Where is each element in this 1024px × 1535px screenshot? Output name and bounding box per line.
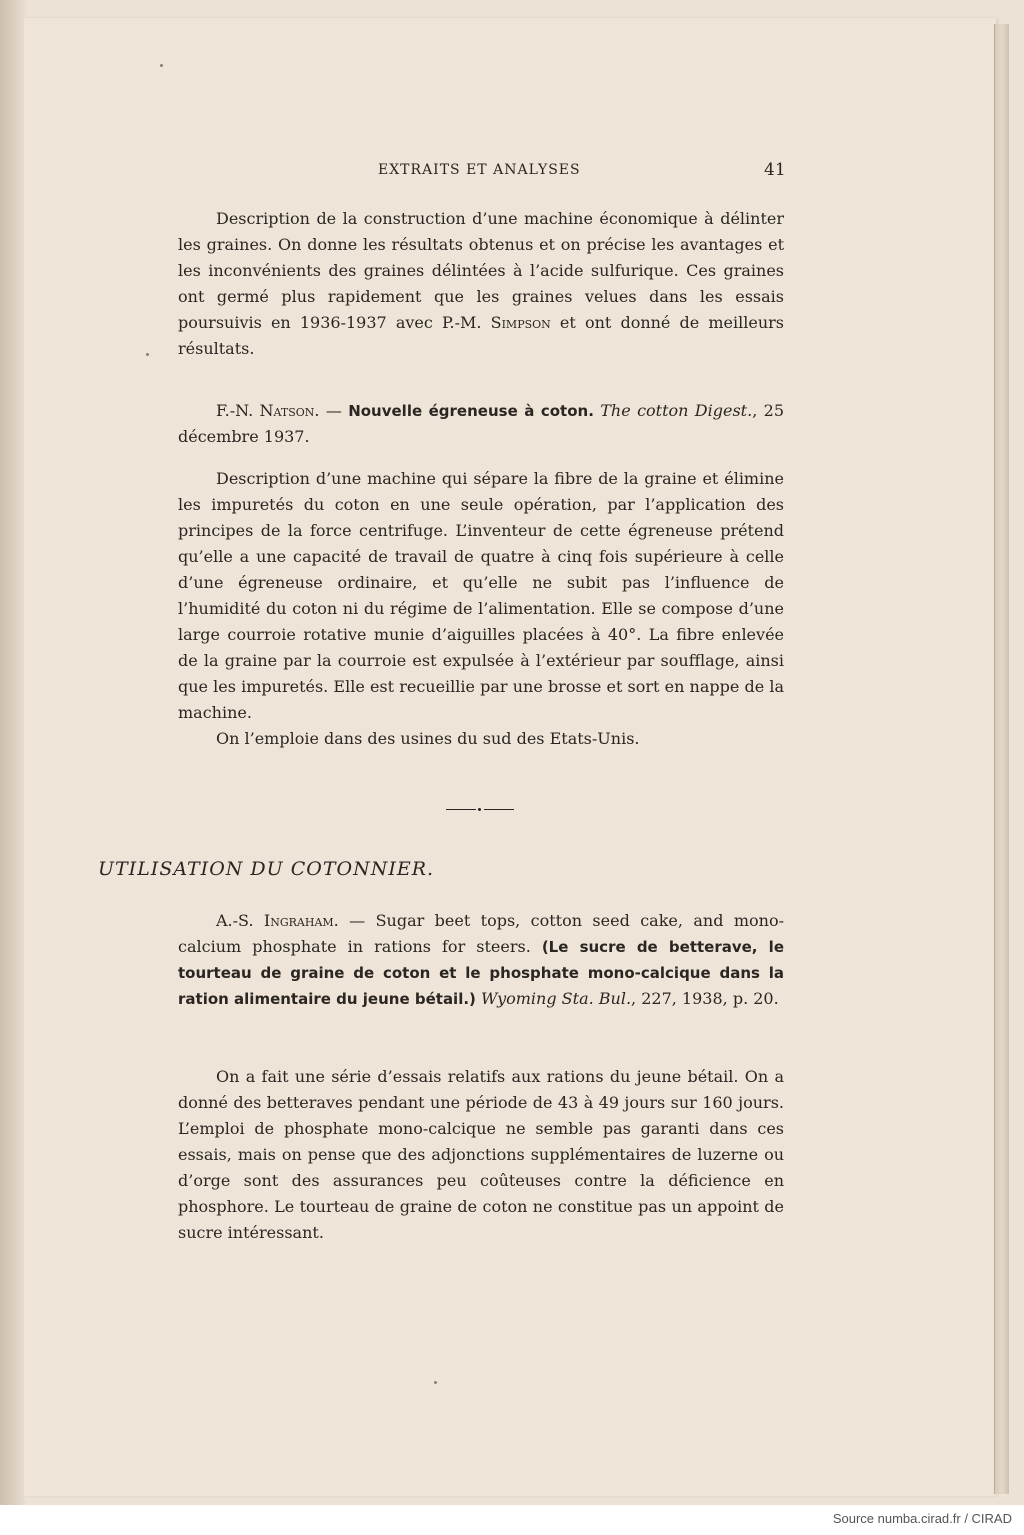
running-head: EXTRAITS ET ANALYSES — [378, 162, 581, 178]
entry-2-abstract — [178, 466, 784, 752]
paper-speck — [146, 353, 149, 356]
separator-line-left — [446, 809, 476, 810]
entry-2-source: The cotton Digest. — [593, 401, 753, 420]
source-credit: Source numba.cirad.fr / CIRAD — [832, 1511, 1012, 1526]
entry-3-original-title: Sugar beet tops, cotton seed cake, and mono-calcium phosphate in rations for steers. — [178, 911, 784, 956]
separator-line-right — [484, 809, 514, 810]
entry-3-body: On a fait une série d’essais relatifs aux rations du jeune bétail. On a donné des betteraves pendant une période de 43 à 49 jours sur 160 jours. L’emploi de phosphate mono-calcique ne semble pas garanti dans ces essais, mais on pense que des adjonctions supplémentaires de luzerne ou d’orge sont des assurances peu coûteuses contre la déficience en phosphore. Le tourteau de graine de coton ne constitue pas un appoint de sucre intéressant. — [178, 1067, 784, 1242]
entry-3-translated-title: (Le sucre de betterave, le tourteau de graine de coton et le phosphate mono-calcique dans la ration alimentaire du jeune bétail.) — [178, 938, 784, 1008]
entry-3-source: Wyoming Sta. Bul. — [475, 989, 632, 1008]
entry-3-dash: — — [338, 911, 376, 930]
entry-2-citation — [178, 398, 784, 450]
entry-2-body: Description d’une machine qui sépare la fibre de la graine et élimine les impuretés du coton en une seule opération, par l’application des principes de la force centrifuge. L’inventeur de cette égreneuse prétend qu’elle a une capacité de travail de quatre à cinq fois supérieure à celle d’une égreneuse ordinaire, et qu’elle ne subit pas l’influence de l’humidité du coton ni du régime de l’alimentation. Elle se compose d’une large courroie rotative munie d’aiguilles placées à 40°. La fibre enlevée de la graine par la courroie est expulsée à l’extérieur par soufflage, ainsi que les impuretés. Elle est recueillie par une brosse et sort en nappe de la machine. — [178, 469, 784, 722]
entry-3-citation — [178, 908, 784, 1012]
entry-3-ref: , 227, 1938, p. 20. — [631, 989, 779, 1008]
entry-1-text-b: et ont donné de meilleurs résultats. — [178, 313, 785, 358]
entry-2-author: F.-N. Natson. — [216, 401, 320, 420]
entry-1-text-a: Description de la construction d’une machine économique à délinter les graines. On donne les résultats obtenus et on précise les avantages et les inconvénients des graines délintées à l’acide sulfurique. Ces graines ont germé plus rapidement que les graines velues dans les essais poursuivis en 1936-1937 avec — [178, 209, 784, 332]
section-separator — [446, 806, 514, 812]
entry-1-abstract — [178, 206, 784, 362]
entry-2-note: On l’emploie dans des usines du sud des Etats-Unis. — [216, 729, 640, 748]
paper-speck — [160, 64, 163, 67]
paper-speck — [434, 1381, 437, 1384]
entry-3-abstract — [178, 1064, 784, 1246]
page-stack-edge — [994, 24, 1009, 1494]
entry-3-author: A.-S. Ingraham. — [216, 911, 339, 930]
separator-dot — [478, 808, 481, 811]
section-title: UTILISATION DU COTONNIER. — [98, 858, 435, 880]
binding-edge — [0, 0, 26, 1535]
entry-1-author: P.-M. Simpson — [442, 313, 551, 332]
entry-2-date: , 25 décembre 1937. — [178, 401, 785, 446]
page-number: 41 — [764, 160, 786, 180]
entry-2-title: Nouvelle égreneuse à coton. — [348, 402, 594, 420]
entry-2-dash: — — [319, 401, 349, 420]
